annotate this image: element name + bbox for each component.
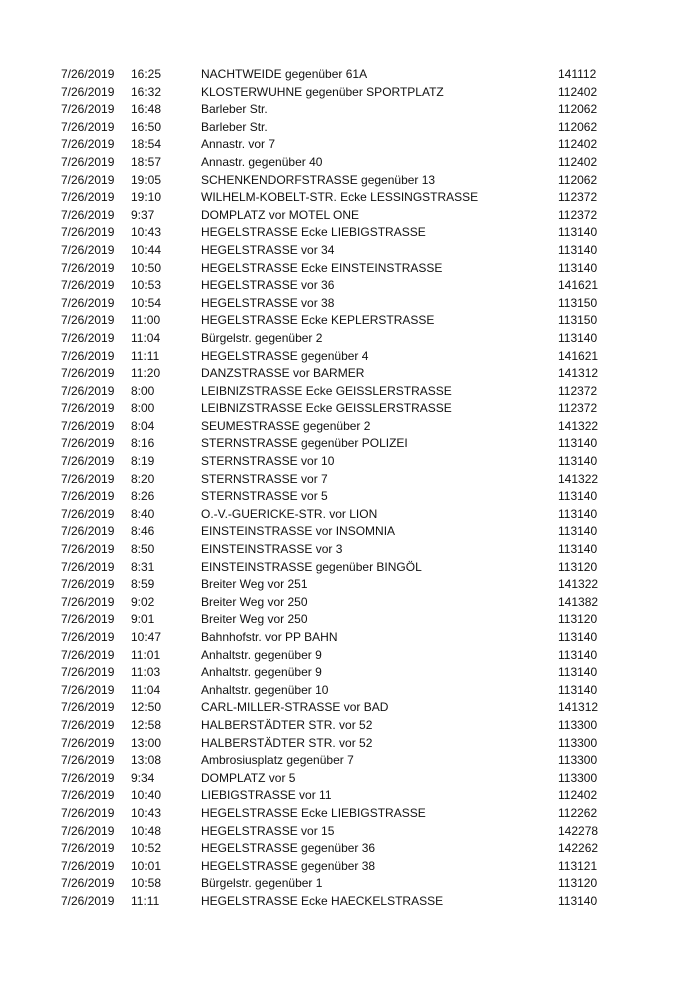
date-cell: 7/26/2019 xyxy=(61,700,115,715)
code-cell: 141621 xyxy=(558,348,599,363)
time-cell: 13:00 xyxy=(131,735,162,750)
code-cell: 112062 xyxy=(558,172,598,187)
code-cell: 113140 xyxy=(558,489,598,504)
time-cell: 8:46 xyxy=(131,524,155,539)
code-cell: 113150 xyxy=(558,313,598,328)
time-cell: 10:52 xyxy=(131,841,162,856)
time-cell: 16:48 xyxy=(131,102,162,117)
location-cell: NACHTWEIDE gegenüber 61A xyxy=(201,67,368,81)
code-cell: 141322 xyxy=(558,577,599,592)
date-cell: 7/26/2019 xyxy=(61,454,115,469)
code-cell: 113121 xyxy=(558,858,598,873)
date-cell: 7/26/2019 xyxy=(61,788,115,803)
date-cell: 7/26/2019 xyxy=(61,506,115,521)
table-row xyxy=(0,506,700,524)
date-cell: 7/26/2019 xyxy=(61,260,115,275)
time-cell: 12:58 xyxy=(131,717,162,732)
location-cell: Breiter Weg vor 250 xyxy=(201,612,308,627)
location-cell: HEGELSTRASSE gegenüber 36 xyxy=(201,841,376,856)
code-cell: 112402 xyxy=(558,84,598,99)
time-cell: 19:05 xyxy=(131,172,162,187)
time-cell: 9:02 xyxy=(131,594,155,609)
table-row xyxy=(0,242,700,260)
time-cell: 8:04 xyxy=(131,418,155,433)
location-cell: STERNSTRASSE gegenüber POLIZEI xyxy=(201,436,408,451)
date-cell: 7/26/2019 xyxy=(61,489,115,504)
table-row xyxy=(0,541,700,559)
code-cell: 113140 xyxy=(558,630,598,644)
date-cell: 7/26/2019 xyxy=(61,542,115,557)
date-cell: 7/26/2019 xyxy=(61,84,115,99)
location-cell: O.-V.-GUERICKE-STR. vor LION xyxy=(201,506,378,521)
location-cell: HEGELSTRASSE vor 15 xyxy=(201,823,335,838)
table-row xyxy=(0,823,700,841)
time-cell: 18:57 xyxy=(131,154,162,169)
date-cell: 7/26/2019 xyxy=(61,207,115,222)
location-cell: Bahnhofstr. vor PP BAHN xyxy=(201,630,338,644)
code-cell: 141322 xyxy=(558,418,599,433)
table-row xyxy=(0,576,700,594)
location-cell: LEIBNIZSTRASSE Ecke GEISSLERSTRASSE xyxy=(201,383,452,398)
date-cell: 7/26/2019 xyxy=(61,383,115,398)
table-row xyxy=(0,277,700,295)
location-cell: HEGELSTRASSE vor 36 xyxy=(201,278,335,293)
time-cell: 11:03 xyxy=(131,665,161,680)
date-cell: 7/26/2019 xyxy=(61,559,115,574)
time-cell: 13:08 xyxy=(131,753,162,768)
location-cell: Annastr. gegenüber 40 xyxy=(201,154,323,169)
code-cell: 141312 xyxy=(558,700,599,715)
table-row xyxy=(0,400,700,418)
location-cell: Anhaltstr. gegenüber 10 xyxy=(201,682,329,697)
time-cell: 8:26 xyxy=(131,489,155,504)
code-cell: 112372 xyxy=(558,190,598,205)
table-row xyxy=(0,717,700,735)
code-cell: 142262 xyxy=(558,841,599,856)
location-cell: Anhaltstr. gegenüber 9 xyxy=(201,665,322,680)
code-cell: 141312 xyxy=(558,366,599,381)
code-cell: 142278 xyxy=(558,823,599,838)
location-cell: SEUMESTRASSE gegenüber 2 xyxy=(201,418,371,433)
time-cell: 8:16 xyxy=(131,436,155,451)
table-row xyxy=(0,471,700,489)
time-cell: 8:50 xyxy=(131,542,155,557)
date-cell: 7/26/2019 xyxy=(61,858,115,873)
table-row xyxy=(0,647,700,665)
time-cell: 10:40 xyxy=(131,788,162,803)
table-row xyxy=(0,752,700,770)
time-cell: 11:01 xyxy=(131,647,161,662)
time-cell: 11:20 xyxy=(131,366,161,381)
table-row xyxy=(0,224,700,242)
location-cell: Breiter Weg vor 251 xyxy=(201,577,308,592)
date-cell: 7/26/2019 xyxy=(61,137,115,152)
code-cell: 141322 xyxy=(558,471,599,486)
location-cell: HEGELSTRASSE gegenüber 38 xyxy=(201,858,376,873)
table-row xyxy=(0,365,700,383)
time-cell: 8:31 xyxy=(131,559,155,574)
date-cell: 7/26/2019 xyxy=(61,102,115,117)
table-row xyxy=(0,523,700,541)
table-row xyxy=(0,770,700,788)
time-cell: 10:54 xyxy=(131,295,162,310)
code-cell: 113140 xyxy=(558,260,598,275)
code-cell: 112062 xyxy=(558,102,598,117)
time-cell: 16:32 xyxy=(131,84,162,99)
date-cell: 7/26/2019 xyxy=(61,418,115,433)
time-cell: 11:11 xyxy=(131,348,160,363)
date-cell: 7/26/2019 xyxy=(61,278,115,293)
table-row xyxy=(0,136,700,154)
table-row xyxy=(0,348,700,366)
code-cell: 112402 xyxy=(558,154,598,169)
table-row xyxy=(0,172,700,190)
table-row xyxy=(0,119,700,137)
location-cell: Ambrosiusplatz gegenüber 7 xyxy=(201,753,354,768)
date-cell: 7/26/2019 xyxy=(61,190,115,205)
location-cell: CARL-MILLER-STRASSE vor BAD xyxy=(201,700,389,715)
table-row xyxy=(0,559,700,577)
table-row xyxy=(0,805,700,823)
date-cell: 7/26/2019 xyxy=(61,823,115,838)
code-cell: 112372 xyxy=(558,401,598,416)
table-row xyxy=(0,858,700,876)
date-cell: 7/26/2019 xyxy=(61,348,115,363)
date-cell: 7/26/2019 xyxy=(61,436,115,451)
table-row xyxy=(0,594,700,612)
date-cell: 7/26/2019 xyxy=(61,471,115,486)
location-cell: DOMPLATZ vor MOTEL ONE xyxy=(201,207,360,222)
code-cell: 113300 xyxy=(558,735,598,750)
records-table xyxy=(0,66,700,911)
date-cell: 7/26/2019 xyxy=(61,665,115,680)
location-cell: Barleber Str. xyxy=(201,102,268,117)
location-cell: Bürgelstr. gegenüber 2 xyxy=(201,330,323,345)
location-cell: DANZSTRASSE vor BARMER xyxy=(201,366,365,381)
code-cell: 113300 xyxy=(558,717,598,732)
table-row xyxy=(0,189,700,207)
time-cell: 9:37 xyxy=(131,207,155,222)
date-cell: 7/26/2019 xyxy=(61,401,115,416)
date-cell: 7/26/2019 xyxy=(61,717,115,732)
code-cell: 113140 xyxy=(558,242,598,257)
location-cell: HEGELSTRASSE Ecke EINSTEINSTRASSE xyxy=(201,260,443,275)
date-cell: 7/26/2019 xyxy=(61,735,115,750)
table-row xyxy=(0,699,700,717)
date-cell: 7/26/2019 xyxy=(61,366,115,381)
time-cell: 11:04 xyxy=(131,682,161,697)
table-row xyxy=(0,101,700,119)
table-row xyxy=(0,435,700,453)
code-cell: 113300 xyxy=(558,770,598,785)
date-cell: 7/26/2019 xyxy=(61,893,115,908)
code-cell: 113140 xyxy=(558,665,598,680)
code-cell: 112402 xyxy=(558,137,598,152)
table-row xyxy=(0,682,700,700)
code-cell: 112262 xyxy=(558,805,598,820)
date-cell: 7/26/2019 xyxy=(61,770,115,785)
table-row xyxy=(0,295,700,313)
location-cell: HEGELSTRASSE Ecke KEPLERSTRASSE xyxy=(201,313,435,328)
time-cell: 11:00 xyxy=(131,313,161,328)
table-row xyxy=(0,330,700,348)
date-cell: 7/26/2019 xyxy=(61,612,115,627)
time-cell: 10:44 xyxy=(131,242,162,257)
time-cell: 11:11 xyxy=(131,893,160,908)
location-cell: LEIBNIZSTRASSE Ecke GEISSLERSTRASSE xyxy=(201,401,452,416)
code-cell: 113120 xyxy=(558,612,598,627)
table-row xyxy=(0,154,700,172)
time-cell: 9:01 xyxy=(131,612,155,627)
table-row xyxy=(0,840,700,858)
code-cell: 113140 xyxy=(558,647,598,662)
location-cell: WILHELM-KOBELT-STR. Ecke LESSINGSTRASSE xyxy=(201,190,479,205)
location-cell: DOMPLATZ vor 5 xyxy=(201,770,296,785)
code-cell: 141382 xyxy=(558,594,599,609)
location-cell: HEGELSTRASSE vor 34 xyxy=(201,242,335,257)
code-cell: 113140 xyxy=(558,524,598,539)
date-cell: 7/26/2019 xyxy=(61,630,115,644)
location-cell: Anhaltstr. gegenüber 9 xyxy=(201,647,322,662)
code-cell: 112372 xyxy=(558,207,598,222)
table-row xyxy=(0,629,700,647)
date-cell: 7/26/2019 xyxy=(61,682,115,697)
location-cell: STERNSTRASSE vor 10 xyxy=(201,454,335,469)
code-cell: 112062 xyxy=(558,119,598,134)
table-row xyxy=(0,488,700,506)
time-cell: 16:25 xyxy=(131,67,162,81)
date-cell: 7/26/2019 xyxy=(61,295,115,310)
date-cell: 7/26/2019 xyxy=(61,577,115,592)
code-cell: 113300 xyxy=(558,753,598,768)
location-cell: EINSTEINSTRASSE vor INSOMNIA xyxy=(201,524,396,539)
time-cell: 8:20 xyxy=(131,471,155,486)
date-cell: 7/26/2019 xyxy=(61,841,115,856)
location-cell: Bürgelstr. gegenüber 1 xyxy=(201,876,323,891)
code-cell: 113140 xyxy=(558,542,598,557)
time-cell: 8:00 xyxy=(131,401,155,416)
code-cell: 113140 xyxy=(558,506,598,521)
location-cell: STERNSTRASSE vor 7 xyxy=(201,471,328,486)
time-cell: 19:10 xyxy=(131,190,162,205)
time-cell: 10:50 xyxy=(131,260,162,275)
table-row xyxy=(0,84,700,102)
code-cell: 113140 xyxy=(558,330,598,345)
location-cell: HEGELSTRASSE vor 38 xyxy=(201,295,335,310)
table-row xyxy=(0,453,700,471)
time-cell: 10:48 xyxy=(131,823,162,838)
table-row xyxy=(0,787,700,805)
location-cell: KLOSTERWUHNE gegenüber SPORTPLATZ xyxy=(201,84,444,99)
table-row xyxy=(0,735,700,753)
date-cell: 7/26/2019 xyxy=(61,313,115,328)
location-cell: Annastr. vor 7 xyxy=(201,137,276,152)
time-cell: 16:50 xyxy=(131,119,162,134)
time-cell: 8:00 xyxy=(131,383,155,398)
table-row xyxy=(0,418,700,436)
date-cell: 7/26/2019 xyxy=(61,119,115,134)
date-cell: 7/26/2019 xyxy=(61,594,115,609)
time-cell: 9:34 xyxy=(131,770,155,785)
code-cell: 141112 xyxy=(558,67,597,81)
table-row xyxy=(0,383,700,401)
code-cell: 141621 xyxy=(558,278,599,293)
table-row xyxy=(0,611,700,629)
table-row xyxy=(0,875,700,893)
code-cell: 113140 xyxy=(558,682,598,697)
date-cell: 7/26/2019 xyxy=(61,67,115,81)
code-cell: 113140 xyxy=(558,893,598,908)
time-cell: 10:53 xyxy=(131,278,162,293)
location-cell: SCHENKENDORFSTRASSE gegenüber 13 xyxy=(201,172,436,187)
time-cell: 8:59 xyxy=(131,577,155,592)
date-cell: 7/26/2019 xyxy=(61,524,115,539)
code-cell: 113120 xyxy=(558,876,598,891)
location-cell: Breiter Weg vor 250 xyxy=(201,594,308,609)
date-cell: 7/26/2019 xyxy=(61,330,115,345)
location-cell: HEGELSTRASSE Ecke LIEBIGSTRASSE xyxy=(201,805,426,820)
time-cell: 8:19 xyxy=(131,454,155,469)
code-cell: 113140 xyxy=(558,225,598,240)
location-cell: HALBERSTÄDTER STR. vor 52 xyxy=(201,717,373,732)
table-row xyxy=(0,207,700,225)
location-cell: HEGELSTRASSE Ecke HAECKELSTRASSE xyxy=(201,893,444,908)
location-cell: HEGELSTRASSE Ecke LIEBIGSTRASSE xyxy=(201,225,426,240)
time-cell: 10:47 xyxy=(131,630,162,644)
date-cell: 7/26/2019 xyxy=(61,154,115,169)
date-cell: 7/26/2019 xyxy=(61,805,115,820)
date-cell: 7/26/2019 xyxy=(61,753,115,768)
location-cell: LIEBIGSTRASSE vor 11 xyxy=(201,788,332,803)
code-cell: 113150 xyxy=(558,295,598,310)
table-row xyxy=(0,893,700,911)
code-cell: 113120 xyxy=(558,559,598,574)
time-cell: 18:54 xyxy=(131,137,162,152)
time-cell: 10:43 xyxy=(131,805,162,820)
date-cell: 7/26/2019 xyxy=(61,876,115,891)
location-cell: HEGELSTRASSE gegenüber 4 xyxy=(201,348,369,363)
table-row xyxy=(0,664,700,682)
location-cell: HALBERSTÄDTER STR. vor 52 xyxy=(201,735,373,750)
table-row xyxy=(0,260,700,278)
time-cell: 11:04 xyxy=(131,330,161,345)
code-cell: 113140 xyxy=(558,436,598,451)
table-row xyxy=(0,312,700,330)
location-cell: STERNSTRASSE vor 5 xyxy=(201,489,328,504)
date-cell: 7/26/2019 xyxy=(61,225,115,240)
code-cell: 113140 xyxy=(558,454,598,469)
date-cell: 7/26/2019 xyxy=(61,172,115,187)
date-cell: 7/26/2019 xyxy=(61,242,115,257)
time-cell: 10:58 xyxy=(131,876,162,891)
time-cell: 8:40 xyxy=(131,506,155,521)
code-cell: 112402 xyxy=(558,788,598,803)
table-row xyxy=(0,66,700,84)
location-cell: EINSTEINSTRASSE vor 3 xyxy=(201,542,343,557)
time-cell: 12:50 xyxy=(131,700,162,715)
time-cell: 10:43 xyxy=(131,225,162,240)
location-cell: Barleber Str. xyxy=(201,119,268,134)
code-cell: 112372 xyxy=(558,383,598,398)
date-cell: 7/26/2019 xyxy=(61,647,115,662)
location-cell: EINSTEINSTRASSE gegenüber BINGÖL xyxy=(201,559,422,574)
time-cell: 10:01 xyxy=(131,858,162,873)
